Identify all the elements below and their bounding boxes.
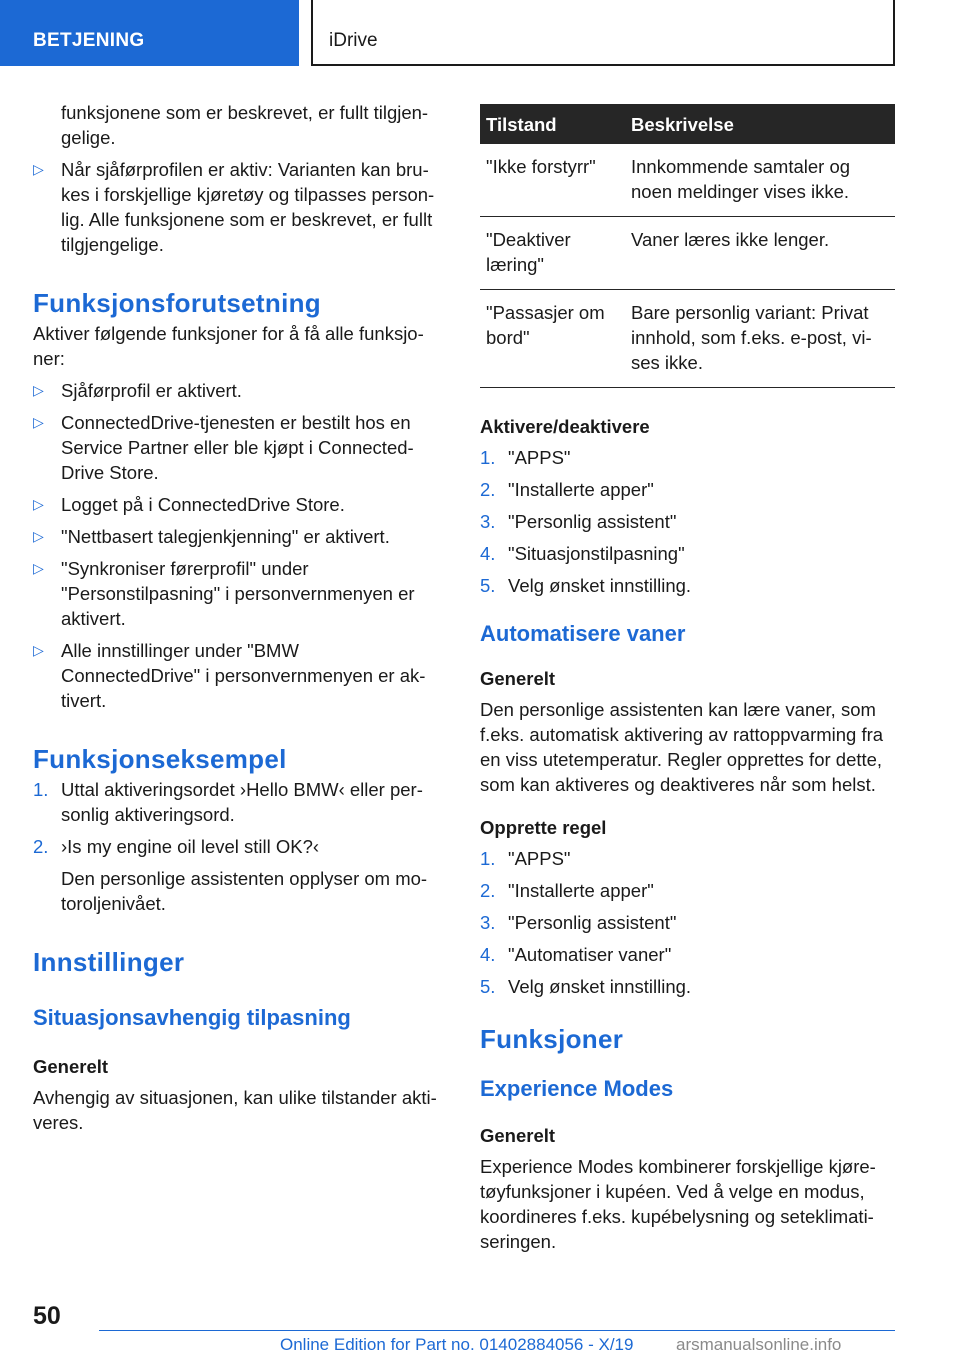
list-item-text: Velg ønsket innstilling. — [508, 575, 692, 596]
right-column — [480, 104, 895, 1254]
list-item-text: "Nettbasert talegjenkjenning" er aktivert. — [61, 526, 390, 547]
list-item-text: "Personlig assistent" — [508, 511, 677, 532]
footer-rule — [99, 1330, 895, 1331]
table-row — [480, 290, 895, 388]
step-note: Den personlige assistenten opplyser om mo-toroljenivået. — [61, 868, 428, 914]
list-item — [480, 846, 895, 871]
list-item — [33, 834, 443, 859]
list-item-text: ConnectedDrive-tjenesten er bestilt hos en Service Partner eller ble kjøpt i Connected-Drive Store. — [61, 412, 414, 483]
subheading: Opprette regel — [480, 817, 607, 838]
step-number: 5. — [480, 575, 496, 596]
subsection-heading: Automatisere vaner — [480, 621, 686, 646]
triangle-bullet-icon: ▷ — [33, 560, 44, 576]
list-item — [480, 942, 895, 967]
table-cell: Bare personlig variant: Privat innhold, som f.eks. e-post, vi-ses ikke. — [625, 290, 895, 388]
table-cell: "Passasjer om bord" — [480, 290, 625, 388]
edition-text: Online Edition for Part no. 01402884056 - X/19 — [280, 1335, 634, 1354]
list-item-text: Uttal aktiveringsordet ›Hello BMW‹ eller per-sonlig aktiveringsord. — [61, 779, 423, 825]
step-number: 1. — [480, 447, 496, 468]
step-number: 3. — [480, 912, 496, 933]
list-item-text: Sjåførprofil er aktivert. — [61, 380, 242, 401]
table-cell: Vaner læres ikke lenger. — [625, 217, 895, 290]
step-number: 2. — [480, 479, 496, 500]
triangle-bullet-icon: ▷ — [33, 496, 44, 512]
table-row — [480, 217, 895, 290]
subsection-heading: Experience Modes — [480, 1076, 674, 1101]
list-item-text: "APPS" — [508, 848, 571, 869]
list-item — [480, 878, 895, 903]
table-cell: "Deaktiver læring" — [480, 217, 625, 290]
table-cell: Innkommende samtaler og noen meldinger vises ikke. — [625, 144, 895, 217]
triangle-bullet-icon: ▷ — [33, 642, 44, 658]
section-heading: Funksjonsforutsetning — [33, 288, 321, 318]
left-column — [33, 100, 443, 1135]
step-number: 1. — [480, 848, 496, 869]
step-number: 2. — [33, 836, 49, 857]
table-cell: "Ikke forstyrr" — [480, 144, 625, 217]
table-header-cell: Tilstand — [480, 104, 625, 144]
list-item — [33, 777, 443, 827]
table-header-row — [480, 104, 895, 144]
state-table — [480, 104, 895, 388]
chapter-title: iDrive — [311, 0, 895, 66]
list-item — [480, 910, 895, 935]
list-item-text: Alle innstillinger under "BMW ConnectedDrive" i personvernmenyen er ak-tivert. — [61, 640, 426, 711]
list-item — [480, 509, 895, 534]
list-item — [480, 541, 895, 566]
list-item — [480, 974, 895, 999]
list-item — [33, 157, 443, 257]
subheading: Aktivere/deaktivere — [480, 416, 650, 437]
subheading: Generelt — [480, 1125, 556, 1146]
triangle-bullet-icon: ▷ — [33, 382, 44, 398]
section-heading: Innstillinger — [33, 947, 185, 977]
subsection-heading: Situasjonsavhengig tilpasning — [33, 1005, 351, 1030]
triangle-bullet-icon: ▷ — [33, 414, 44, 430]
paragraph: Experience Modes kombinerer forskjellige kjøre-tøyfunksjoner i kupéen. Ved å velge en modus, koordineres f.eks. kupébelysning og seteklimati-seringen. — [480, 1156, 876, 1252]
page-header — [0, 0, 960, 66]
section-heading: Funksjonseksempel — [33, 744, 287, 774]
list-item — [480, 477, 895, 502]
list-item-text: "Synkroniser førerprofil" under "Personstilpasning" i personvernmenyen er aktivert. — [61, 558, 415, 629]
step-number: 3. — [480, 511, 496, 532]
step-number: 1. — [33, 779, 49, 800]
paragraph: Aktiver følgende funksjoner for å få alle funksjo-ner: — [33, 323, 424, 369]
paragraph: Avhengig av situasjonen, kan ulike tilstander akti-veres. — [33, 1087, 437, 1133]
list-item-text: "Personlig assistent" — [508, 912, 677, 933]
list-item — [33, 524, 443, 549]
list-item-text: "Installerte apper" — [508, 479, 654, 500]
step-number: 2. — [480, 880, 496, 901]
list-item — [480, 573, 895, 598]
list-item-text: Logget på i ConnectedDrive Store. — [61, 494, 345, 515]
section-heading: Funksjoner — [480, 1024, 624, 1054]
list-item-text: "Situasjonstilpasning" — [508, 543, 685, 564]
paragraph: Den personlige assistenten kan lære vaner, som f.eks. automatisk aktivering av rattoppvarming fra en viss utetemperatur. Regler opprettes for dette, som kan aktiveres og deaktiveres når som helst. — [480, 699, 884, 795]
list-item — [33, 410, 443, 485]
intro-continuation: funksjonene som er beskrevet, er fullt tilgjen-gelige. — [61, 102, 429, 148]
list-item — [480, 445, 895, 470]
step-number: 4. — [480, 944, 496, 965]
list-item-text: "APPS" — [508, 447, 571, 468]
list-item-text: Når sjåførprofilen er aktiv: Varianten kan bru-kes i forskjellige kjøretøy og tilpasses person-lig. Alle funksjonene som er beskrevet, er fullt tilgjengelige. — [61, 159, 435, 255]
list-item-text: Velg ønsket innstilling. — [508, 976, 692, 997]
list-item — [33, 378, 443, 403]
list-item — [33, 492, 443, 517]
section-tab: BETJENING — [0, 0, 299, 66]
page-number: 50 — [33, 1302, 61, 1330]
subheading: Generelt — [480, 668, 556, 689]
step-number: 5. — [480, 976, 496, 997]
table-row — [480, 144, 895, 217]
list-item-text: "Automatiser vaner" — [508, 944, 672, 965]
list-item — [33, 638, 443, 713]
list-item-text: "Installerte apper" — [508, 880, 654, 901]
subheading: Generelt — [33, 1056, 109, 1077]
table-header-cell: Beskrivelse — [625, 104, 895, 144]
list-item-text: ›Is my engine oil level still OK?‹ — [61, 836, 320, 857]
step-number: 4. — [480, 543, 496, 564]
triangle-bullet-icon: ▷ — [33, 528, 44, 544]
watermark: arsmanualsonline.info — [676, 1335, 842, 1354]
list-item — [33, 556, 443, 631]
triangle-bullet-icon: ▷ — [33, 161, 44, 177]
